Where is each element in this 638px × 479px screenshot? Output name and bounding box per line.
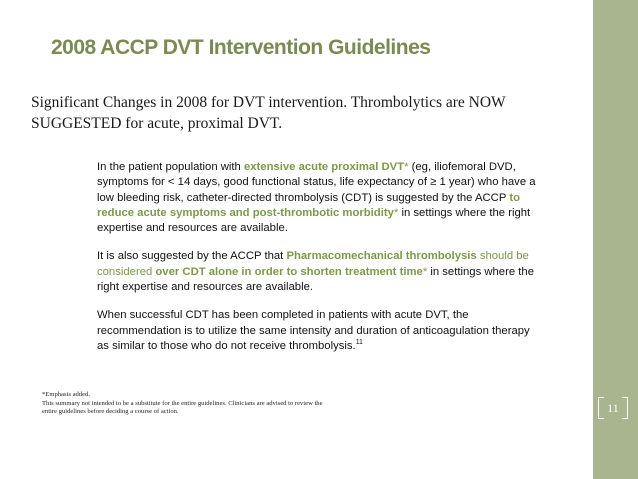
text: (eg, iliofemoral DVD, symptoms for < 14 days, good functional status, life expectancy of ≥ 1 year) who have a low bleeding risk, catheter-directed thrombolysis (CDT) is suggested by the ACCP [97,161,536,204]
text: When successful CDT has been completed in patients with acute DVT, the recommendation is to utilize the same intensity and duration of anticoagulation therapy as similar to those who do not receive thrombolysis. [97,309,530,352]
page-number [598,397,628,419]
text: in settings where the right expertise and resources are available. [97,206,531,235]
footnote-line: This summary not intended to be a substitute for the entire guidelines. Clinicians are advised to review the [42,399,323,407]
asterisk: * [404,161,409,173]
text: In the patient population with [97,161,244,173]
reference-superscript: 11 [355,339,363,347]
slide-subtitle: Significant Changes in 2008 for DVT intervention. Thrombolytics are NOW SUGGESTED for acute, proximal DVT. [31,94,506,132]
footnote-line: *Emphasis added. [42,391,90,398]
text: in settings where the right expertise and resources are available. [97,265,534,294]
emphasis-text: over CDT alone in order to shorten treatment time [155,265,423,278]
left-bracket [598,397,604,419]
footnote [42,391,442,417]
emphasis-text: extensive acute proximal DVT [243,161,405,173]
emphasis-text: Pharmacomechanical thrombolysis [286,250,477,263]
highlight-text: should be considered [97,250,529,278]
text: It is also suggested by the ACCP that [97,250,287,263]
paragraph-pharmacomechanical [97,249,537,295]
slide-title: 2008 ACCP DVT Intervention Guidelines [51,36,431,59]
paragraph-cdt [97,160,537,236]
asterisk: * [422,265,428,278]
page-number-text: 11 [607,401,619,415]
footnote-line: entire guidelines before deciding a course of action. [42,408,179,415]
right-bracket [622,397,628,419]
guideline-body [97,160,537,367]
emphasis-text: to reduce acute symptoms and post-thrombotic morbidity [97,191,520,219]
asterisk: * [393,206,399,219]
paragraph-anticoagulation [97,308,537,354]
